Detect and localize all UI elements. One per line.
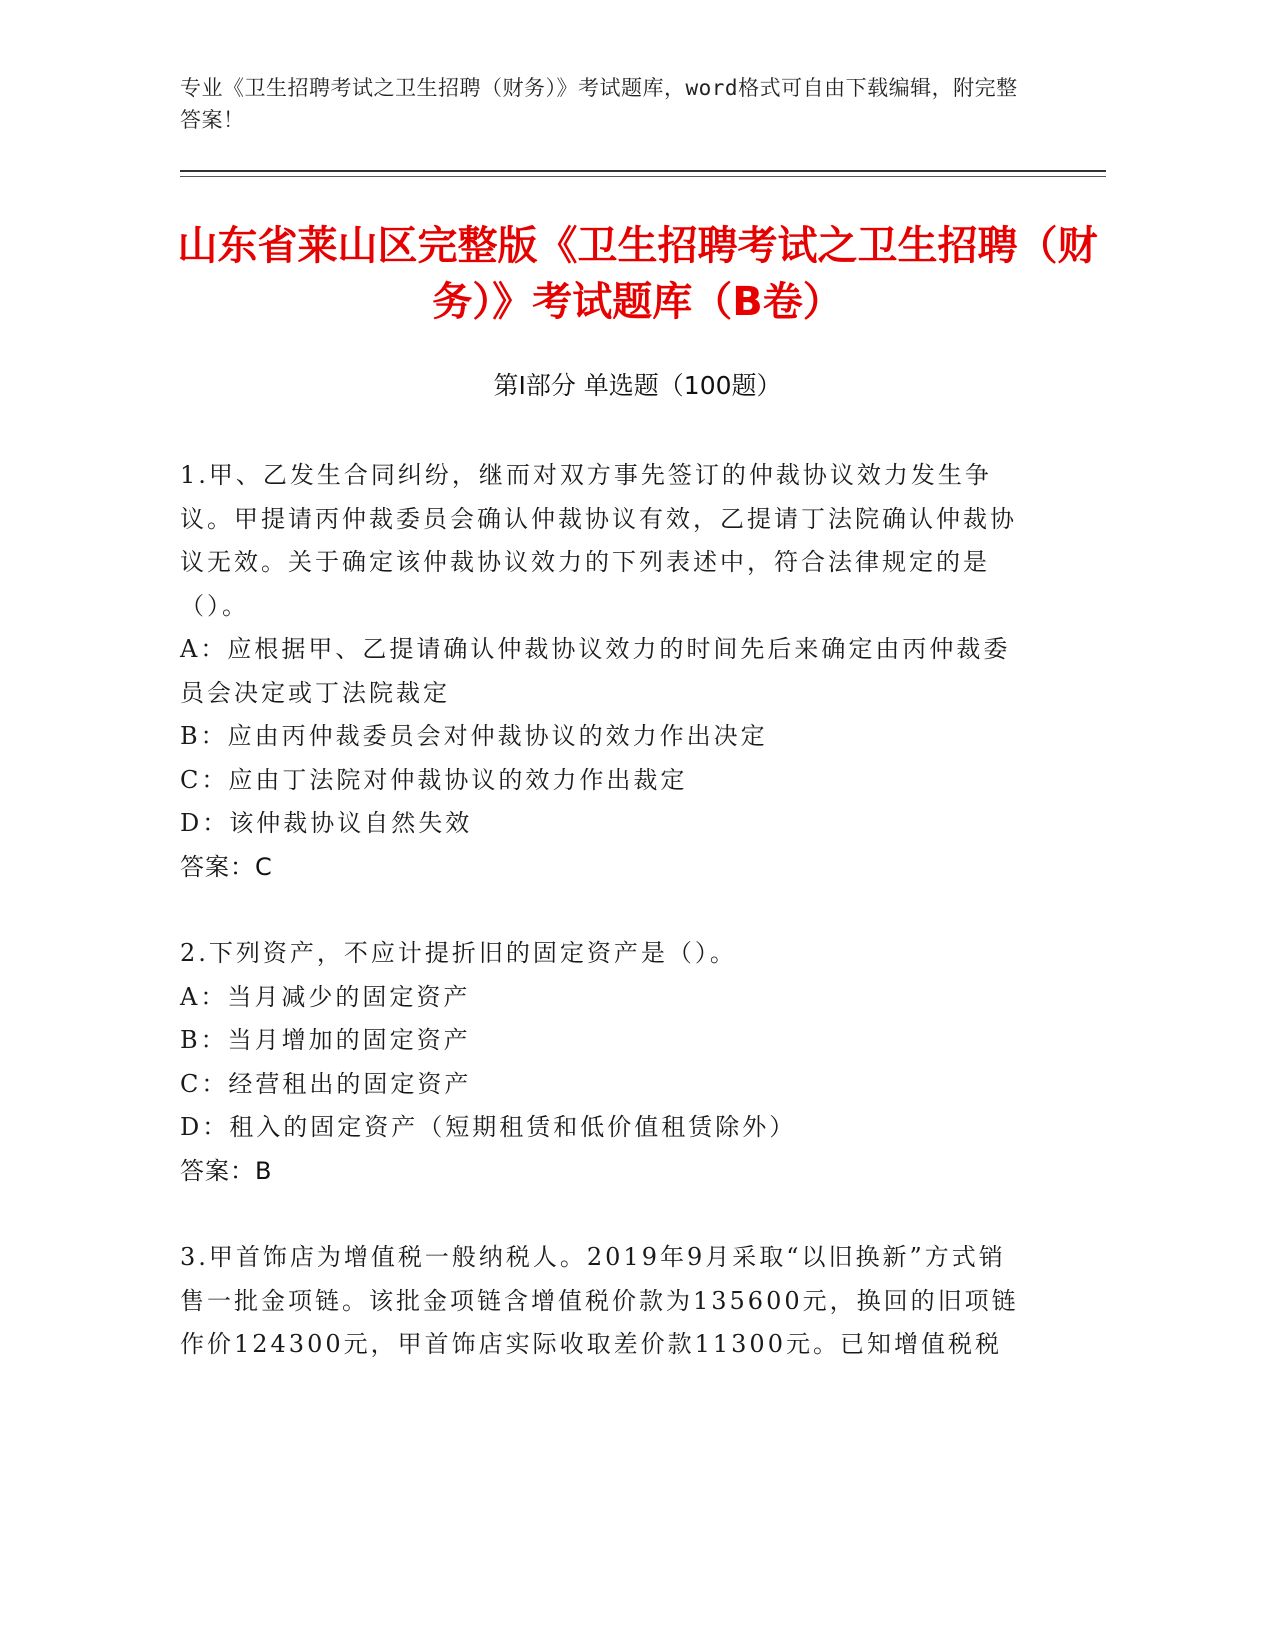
option-d: D：租入的固定资产（短期租赁和低价值租赁除外）	[180, 1113, 797, 1141]
answer-line: 答案：B	[180, 1156, 273, 1185]
option-c: C：经营租出的固定资产	[180, 1069, 472, 1098]
option-b: B：应由丙仲裁委员会对仲裁协议的效力作出决定	[180, 722, 768, 750]
question-stem: 3.甲首饰店为增值税一般纳税人。2019年9月采取“以旧换新”方式销售一批金项链。该批金项链含增值税价款为135600元，换回的旧项链作价124300元，甲首饰店实际收取差价款11300元。已知增值税税	[180, 1243, 1019, 1358]
document-title: 山东省莱山区完整版《卫生招聘考试之卫生招聘（财务）》考试题库（B卷）	[177, 223, 1098, 325]
header-rule-thin	[180, 176, 1106, 177]
header-rule-thick	[180, 170, 1106, 172]
option-a: A：当月减少的固定资产	[180, 982, 471, 1011]
option-b: B：当月增加的固定资产	[180, 1026, 471, 1054]
option-c: C：应由丁法院对仲裁协议的效力作出裁定	[180, 765, 688, 794]
option-a: A：应根据甲、乙提请确认仲裁协议效力的时间先后来确定由丙仲裁委员会决定或丁法院裁定	[180, 635, 1011, 707]
question-stem: 2.下列资产，不应计提折旧的固定资产是（）。	[180, 939, 737, 967]
question-1	[180, 454, 1030, 889]
header-note: 专业《卫生招聘考试之卫生招聘（财务）》考试题库，word格式可自由下载编辑，附完整答案！	[180, 76, 1018, 132]
section-heading: 第Ⅰ部分 单选题（100题）	[493, 371, 782, 400]
question-2	[180, 932, 1030, 1193]
option-d: D：该仲裁协议自然失效	[180, 809, 473, 837]
question-list	[180, 454, 1030, 1410]
question-stem: 1.甲、乙发生合同纠纷，继而对双方事先签订的仲裁协议效力发生争议。甲提请丙仲裁委员会确认仲裁协议有效，乙提请丁法院确认仲裁协议无效。关于确定该仲裁协议效力的下列表述中，符合法律规定的是（）。	[180, 461, 1017, 620]
question-3	[180, 1236, 1030, 1367]
answer-line: 答案：C	[180, 852, 273, 881]
